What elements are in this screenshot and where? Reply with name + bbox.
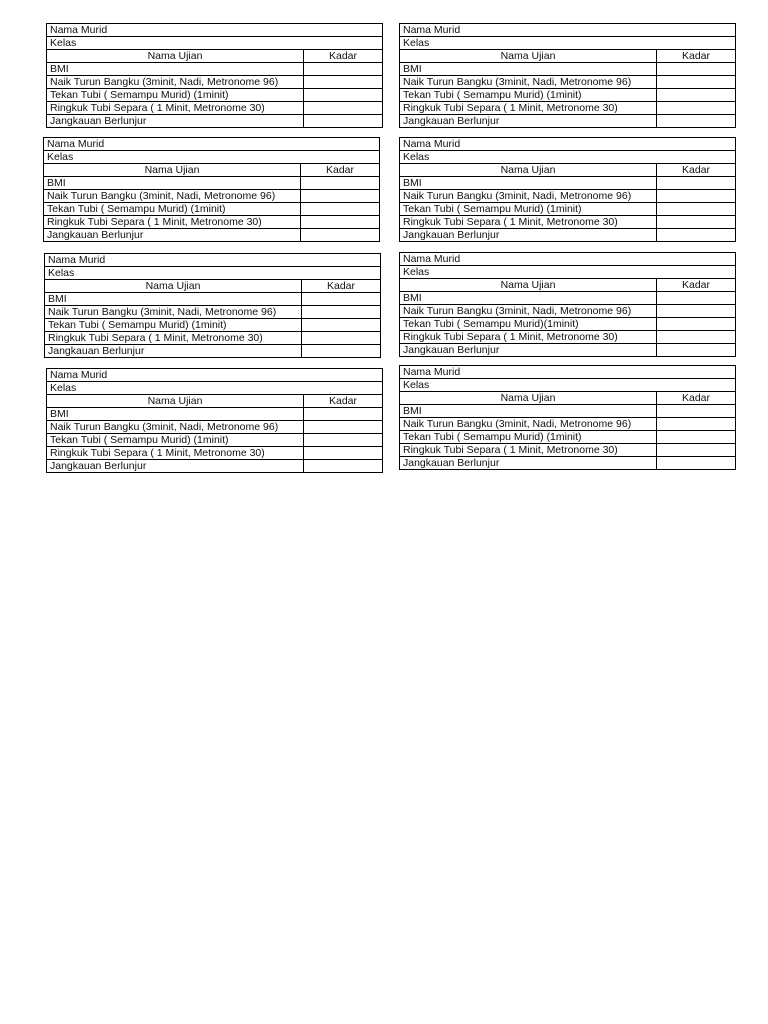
test-name: Tekan Tubi ( Semampu Murid) (1minit)	[47, 434, 304, 447]
test-name: BMI	[45, 293, 302, 306]
test-name: Jangkauan Berlunjur	[400, 457, 657, 470]
score-cell[interactable]	[301, 177, 380, 190]
test-name: Jangkauan Berlunjur	[44, 229, 301, 242]
test-name: BMI	[400, 63, 657, 76]
class-label: Kelas	[44, 151, 380, 164]
score-cell[interactable]	[657, 216, 736, 229]
student-card	[399, 252, 736, 357]
class-label: Kelas	[400, 266, 736, 279]
test-name: BMI	[400, 405, 657, 418]
fitness-test-form	[46, 368, 383, 473]
class-label: Kelas	[47, 382, 383, 395]
test-name: Naik Turun Bangku (3minit, Nadi, Metronome 96)	[400, 418, 657, 431]
score-header: Kadar	[304, 50, 383, 63]
test-name-header: Nama Ujian	[400, 164, 657, 177]
test-name: Ringkuk Tubi Separa ( 1 Minit, Metronome 30)	[47, 447, 304, 460]
fitness-test-form	[399, 137, 736, 242]
test-name: Ringkuk Tubi Separa ( 1 Minit, Metronome 30)	[47, 102, 304, 115]
test-name: Tekan Tubi ( Semampu Murid) (1minit)	[44, 203, 301, 216]
student-name-label: Nama Murid	[400, 138, 736, 151]
score-cell[interactable]	[657, 115, 736, 128]
score-cell[interactable]	[304, 115, 383, 128]
student-card	[399, 23, 736, 128]
test-name: Jangkauan Berlunjur	[45, 345, 302, 358]
score-cell[interactable]	[301, 203, 380, 216]
student-name-label: Nama Murid	[400, 24, 736, 37]
fitness-test-form	[46, 23, 383, 128]
fitness-test-form	[43, 137, 380, 242]
score-cell[interactable]	[302, 345, 381, 358]
score-cell[interactable]	[657, 89, 736, 102]
student-name-label: Nama Murid	[400, 253, 736, 266]
student-card	[399, 365, 736, 470]
test-name: Naik Turun Bangku (3minit, Nadi, Metronome 96)	[400, 190, 657, 203]
test-name: Ringkuk Tubi Separa ( 1 Minit, Metronome 30)	[400, 444, 657, 457]
test-name: Jangkauan Berlunjur	[47, 115, 304, 128]
fitness-test-form	[399, 365, 736, 470]
score-header: Kadar	[301, 164, 380, 177]
test-name: Ringkuk Tubi Separa ( 1 Minit, Metronome 30)	[400, 331, 657, 344]
score-cell[interactable]	[657, 418, 736, 431]
student-name-label: Nama Murid	[45, 254, 381, 267]
test-name: BMI	[400, 292, 657, 305]
test-name: Jangkauan Berlunjur	[47, 460, 304, 473]
class-label: Kelas	[47, 37, 383, 50]
test-name-header: Nama Ujian	[47, 50, 304, 63]
student-card	[44, 253, 381, 358]
test-name: Jangkauan Berlunjur	[400, 229, 657, 242]
test-name: BMI	[44, 177, 301, 190]
score-cell[interactable]	[657, 177, 736, 190]
class-label: Kelas	[400, 151, 736, 164]
student-card	[46, 368, 383, 473]
score-cell[interactable]	[301, 190, 380, 203]
test-name: Tekan Tubi ( Semampu Murid) (1minit)	[45, 319, 302, 332]
score-cell[interactable]	[657, 76, 736, 89]
score-header: Kadar	[302, 280, 381, 293]
test-name-header: Nama Ujian	[400, 279, 657, 292]
score-cell[interactable]	[304, 89, 383, 102]
score-cell[interactable]	[657, 457, 736, 470]
test-name: BMI	[47, 408, 304, 421]
test-name: Tekan Tubi ( Semampu Murid) (1minit)	[400, 203, 657, 216]
score-cell[interactable]	[304, 408, 383, 421]
test-name: Tekan Tubi ( Semampu Murid)(1minit)	[400, 318, 657, 331]
score-cell[interactable]	[302, 306, 381, 319]
score-cell[interactable]	[301, 216, 380, 229]
fitness-test-form	[399, 252, 736, 357]
test-name-header: Nama Ujian	[44, 164, 301, 177]
test-name-header: Nama Ujian	[400, 392, 657, 405]
test-name: Jangkauan Berlunjur	[400, 344, 657, 357]
test-name: Naik Turun Bangku (3minit, Nadi, Metronome 96)	[400, 305, 657, 318]
score-cell[interactable]	[657, 431, 736, 444]
test-name: BMI	[47, 63, 304, 76]
score-cell[interactable]	[657, 63, 736, 76]
fitness-test-form	[399, 23, 736, 128]
score-cell[interactable]	[302, 319, 381, 332]
score-cell[interactable]	[657, 405, 736, 418]
test-name: Naik Turun Bangku (3minit, Nadi, Metronome 96)	[400, 76, 657, 89]
test-name-header: Nama Ujian	[45, 280, 302, 293]
test-name: Ringkuk Tubi Separa ( 1 Minit, Metronome 30)	[44, 216, 301, 229]
class-label: Kelas	[400, 379, 736, 392]
test-name: Naik Turun Bangku (3minit, Nadi, Metronome 96)	[47, 76, 304, 89]
score-cell[interactable]	[657, 102, 736, 115]
score-cell[interactable]	[304, 63, 383, 76]
score-cell[interactable]	[657, 318, 736, 331]
score-cell[interactable]	[304, 447, 383, 460]
score-cell[interactable]	[304, 460, 383, 473]
test-name: Ringkuk Tubi Separa ( 1 Minit, Metronome 30)	[400, 216, 657, 229]
score-cell[interactable]	[657, 229, 736, 242]
score-cell[interactable]	[657, 444, 736, 457]
score-header: Kadar	[657, 164, 736, 177]
score-cell[interactable]	[301, 229, 380, 242]
test-name: Tekan Tubi ( Semampu Murid) (1minit)	[47, 89, 304, 102]
score-cell[interactable]	[304, 102, 383, 115]
test-name: Naik Turun Bangku (3minit, Nadi, Metronome 96)	[47, 421, 304, 434]
test-name: Ringkuk Tubi Separa ( 1 Minit, Metronome 30)	[45, 332, 302, 345]
score-cell[interactable]	[657, 305, 736, 318]
score-cell[interactable]	[657, 331, 736, 344]
score-cell[interactable]	[657, 292, 736, 305]
fitness-test-form	[44, 253, 381, 358]
student-card	[46, 23, 383, 128]
student-name-label: Nama Murid	[47, 24, 383, 37]
score-cell[interactable]	[302, 293, 381, 306]
student-card	[399, 137, 736, 242]
score-cell[interactable]	[657, 203, 736, 216]
score-header: Kadar	[304, 395, 383, 408]
test-name: Jangkauan Berlunjur	[400, 115, 657, 128]
student-name-label: Nama Murid	[47, 369, 383, 382]
score-cell[interactable]	[657, 190, 736, 203]
test-name: Naik Turun Bangku (3minit, Nadi, Metronome 96)	[45, 306, 302, 319]
test-name: BMI	[400, 177, 657, 190]
score-header: Kadar	[657, 279, 736, 292]
score-cell[interactable]	[657, 344, 736, 357]
score-cell[interactable]	[304, 76, 383, 89]
student-name-label: Nama Murid	[400, 366, 736, 379]
test-name: Tekan Tubi ( Semampu Murid) (1minit)	[400, 431, 657, 444]
test-name: Naik Turun Bangku (3minit, Nadi, Metronome 96)	[44, 190, 301, 203]
test-name-header: Nama Ujian	[47, 395, 304, 408]
class-label: Kelas	[400, 37, 736, 50]
student-name-label: Nama Murid	[44, 138, 380, 151]
score-header: Kadar	[657, 392, 736, 405]
score-cell[interactable]	[304, 421, 383, 434]
student-card	[43, 137, 380, 242]
class-label: Kelas	[45, 267, 381, 280]
test-name: Ringkuk Tubi Separa ( 1 Minit, Metronome 30)	[400, 102, 657, 115]
score-cell[interactable]	[304, 434, 383, 447]
score-header: Kadar	[657, 50, 736, 63]
test-name-header: Nama Ujian	[400, 50, 657, 63]
test-name: Tekan Tubi ( Semampu Murid) (1minit)	[400, 89, 657, 102]
score-cell[interactable]	[302, 332, 381, 345]
